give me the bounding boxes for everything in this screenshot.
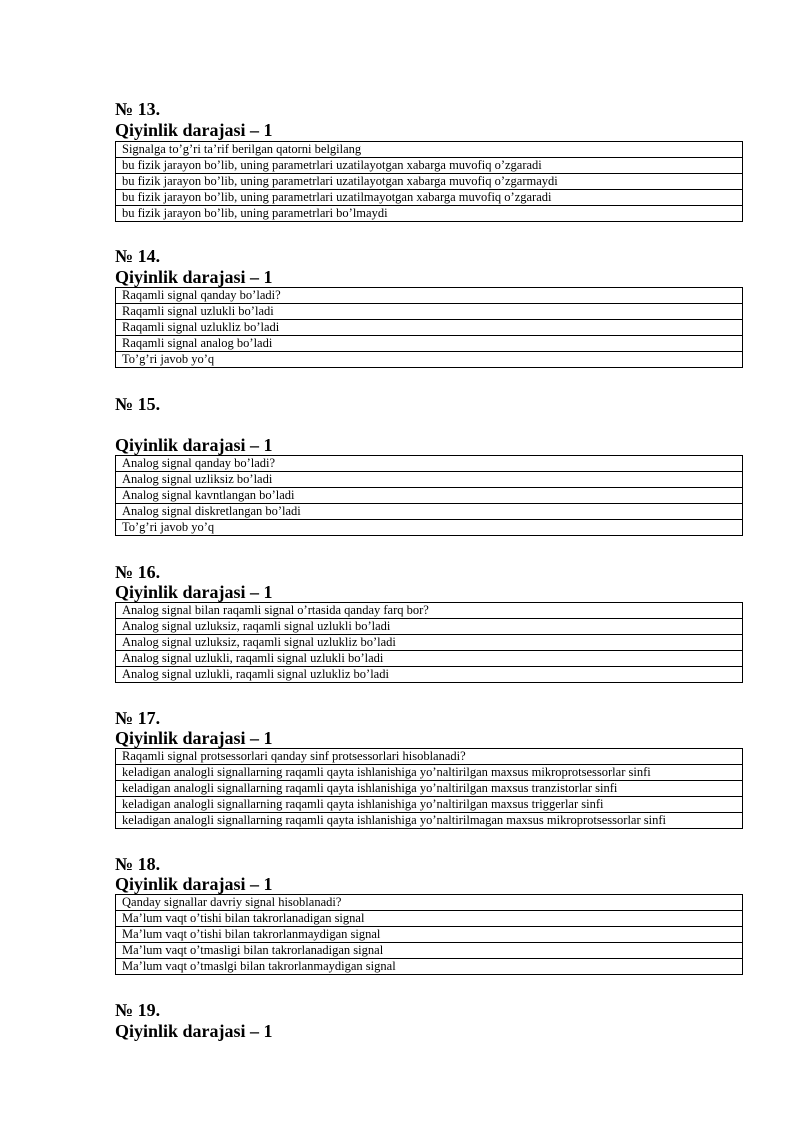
question-table: [115, 287, 743, 368]
answer-row: [116, 635, 743, 651]
answer-option: Ma’lum vaqt o’tmasligi bilan takrorlanadigan signal: [116, 943, 743, 959]
answer-row: [116, 797, 743, 813]
question-number: № 16.: [115, 562, 161, 582]
answer-option: Analog signal uzluksiz, raqamli signal uzlukliz bo’ladi: [116, 635, 743, 651]
answer-option: bu fizik jarayon bo’lib, uning parametrlari bo’lmaydi: [116, 206, 743, 222]
answer-row: [116, 488, 743, 504]
question-row: [116, 456, 743, 472]
answer-row: [116, 959, 743, 975]
answer-option: Analog signal diskretlangan bo’ladi: [116, 504, 743, 520]
difficulty-level: Qiyinlik darajasi – 1: [115, 874, 273, 894]
question-row: [116, 288, 743, 304]
answer-row: [116, 943, 743, 959]
answer-option: bu fizik jarayon bo’lib, uning parametrlari uzatilayotgan xabarga muvofiq o’zgarmaydi: [116, 174, 743, 190]
question-text: Raqamli signal protsessorlari qanday sinf protsessorlari hisoblanadi?: [116, 749, 743, 765]
question-text: Qanday signallar davriy signal hisoblanadi?: [116, 895, 743, 911]
question-text: Analog signal bilan raqamli signal o’rtasida qanday farq bor?: [116, 603, 743, 619]
answer-row: [116, 765, 743, 781]
difficulty-level: Qiyinlik darajasi – 1: [115, 435, 273, 455]
difficulty-level: Qiyinlik darajasi – 1: [115, 582, 273, 602]
answer-option: keladigan analogli signallarning raqamli qayta ishlanishiga yo’naltirilgan maxsus triggerlar sinfi: [116, 797, 743, 813]
question-row: [116, 895, 743, 911]
question-number: № 17.: [115, 708, 161, 728]
question-row: [116, 603, 743, 619]
answer-option: Analog signal uzlukli, raqamli signal uzlukliz bo’ladi: [116, 667, 743, 683]
question-number: № 19.: [115, 1000, 161, 1020]
answer-row: [116, 911, 743, 927]
answer-row: [116, 667, 743, 683]
answer-option: keladigan analogli signallarning raqamli qayta ishlanishiga yo’naltirilmagan maxsus mikroprotsessorlar sinfi: [116, 813, 743, 829]
answer-option: Analog signal uzluksiz, raqamli signal uzlukli bo’ladi: [116, 619, 743, 635]
answer-row: [116, 927, 743, 943]
answer-option: keladigan analogli signallarning raqamli qayta ishlanishiga yo’naltirilgan maxsus tranzistorlar sinfi: [116, 781, 743, 797]
answer-option: Ma’lum vaqt o’tishi bilan takrorlanadigan signal: [116, 911, 743, 927]
answer-row: [116, 336, 743, 352]
question-row: [116, 749, 743, 765]
answer-option: To’g’ri javob yo’q: [116, 352, 743, 368]
question-table: [115, 455, 743, 536]
question-number: № 13.: [115, 99, 161, 119]
answer-option: Raqamli signal uzlukliz bo’ladi: [116, 320, 743, 336]
answer-option: keladigan analogli signallarning raqamli qayta ishlanishiga yo’naltirilgan maxsus mikroprotsessorlar sinfi: [116, 765, 743, 781]
answer-row: [116, 472, 743, 488]
question-row: [116, 142, 743, 158]
answer-row: [116, 174, 743, 190]
question-number: № 15.: [115, 394, 161, 414]
question-text: Signalga to’g’ri ta’rif berilgan qatorni belgilang: [116, 142, 743, 158]
difficulty-level: Qiyinlik darajasi – 1: [115, 1021, 273, 1041]
difficulty-level: Qiyinlik darajasi – 1: [115, 120, 273, 140]
question-number: № 18.: [115, 854, 161, 874]
answer-option: Raqamli signal analog bo’ladi: [116, 336, 743, 352]
answer-row: [116, 504, 743, 520]
answer-option: Ma’lum vaqt o’tishi bilan takrorlanmaydigan signal: [116, 927, 743, 943]
answer-option: Analog signal uzliksiz bo’ladi: [116, 472, 743, 488]
answer-row: [116, 520, 743, 536]
difficulty-level: Qiyinlik darajasi – 1: [115, 728, 273, 748]
question-table: [115, 141, 743, 222]
answer-row: [116, 781, 743, 797]
answer-option: Raqamli signal uzlukli bo’ladi: [116, 304, 743, 320]
difficulty-level: Qiyinlik darajasi – 1: [115, 267, 273, 287]
question-number: № 14.: [115, 246, 161, 266]
answer-row: [116, 190, 743, 206]
question-table: [115, 894, 743, 975]
answer-row: [116, 158, 743, 174]
answer-option: Ma’lum vaqt o’tmaslgi bilan takrorlanmaydigan signal: [116, 959, 743, 975]
answer-option: bu fizik jarayon bo’lib, uning parametrlari uzatilayotgan xabarga muvofiq o’zgaradi: [116, 158, 743, 174]
answer-option: Analog signal kavntlangan bo’ladi: [116, 488, 743, 504]
answer-row: [116, 813, 743, 829]
question-table: [115, 748, 743, 829]
answer-row: [116, 619, 743, 635]
answer-row: [116, 206, 743, 222]
answer-option: Analog signal uzlukli, raqamli signal uzlukli bo’ladi: [116, 651, 743, 667]
answer-row: [116, 352, 743, 368]
answer-row: [116, 304, 743, 320]
answer-option: To’g’ri javob yo’q: [116, 520, 743, 536]
question-text: Analog signal qanday bo’ladi?: [116, 456, 743, 472]
answer-option: bu fizik jarayon bo’lib, uning parametrlari uzatilmayotgan xabarga muvofiq o’zgaradi: [116, 190, 743, 206]
question-text: Raqamli signal qanday bo’ladi?: [116, 288, 743, 304]
question-table: [115, 602, 743, 683]
answer-row: [116, 320, 743, 336]
answer-row: [116, 651, 743, 667]
